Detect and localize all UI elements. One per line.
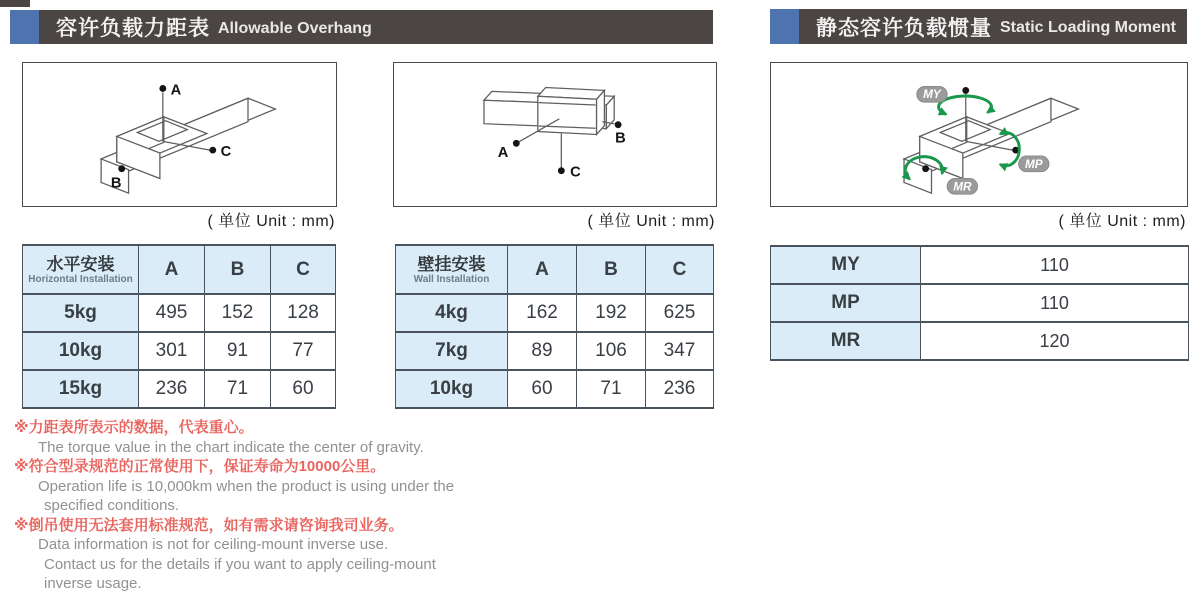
column-header: A — [508, 245, 577, 294]
section-title-en: Static Loading Moment — [1000, 19, 1176, 36]
point-b-dot — [615, 121, 622, 128]
value-cell: 106 — [577, 332, 646, 370]
mr-axis-dot — [922, 165, 929, 172]
table-row — [771, 322, 1189, 360]
my-badge-label: MY — [923, 88, 941, 102]
my-rotation-arrow — [939, 96, 992, 114]
value-cell: 625 — [646, 294, 714, 332]
load-cell: 4kg — [396, 294, 508, 332]
column-header: B — [205, 245, 271, 294]
point-b-label: B — [615, 130, 626, 147]
horizontal-installation-drawing — [23, 63, 333, 203]
footnote-line: Operation life is 10,000km when the product is using under the — [38, 477, 455, 495]
table-title-cell — [23, 245, 139, 294]
point-c-label: C — [570, 164, 581, 181]
table-title-en: Horizontal Installation — [28, 274, 133, 285]
moment-label-cell: MR — [771, 322, 921, 360]
footnote-line: The torque value in the chart indicate the center of gravity. — [38, 438, 424, 456]
value-cell: 128 — [271, 294, 336, 332]
section-title-zh: 容许负载力距表 — [56, 17, 210, 40]
page-corner-tab — [0, 0, 30, 7]
load-cell: 5kg — [23, 294, 139, 332]
footnote-line: inverse usage. — [44, 575, 142, 592]
diagram-horizontal-installation — [22, 62, 337, 207]
column-header: B — [577, 245, 646, 294]
load-cell: 10kg — [23, 332, 139, 370]
column-header: A — [139, 245, 205, 294]
value-cell: 60 — [271, 370, 336, 408]
moment-value-cell: 110 — [921, 284, 1189, 322]
footnote-line: ※符合型录规范的正常使用下，保证寿命为10000公里。 — [14, 458, 386, 475]
footnotes — [14, 418, 574, 594]
point-c-dot — [558, 167, 565, 174]
value-cell: 495 — [139, 294, 205, 332]
table-row — [23, 294, 336, 332]
load-cell: 7kg — [396, 332, 508, 370]
table-title-cell — [396, 245, 508, 294]
wall-installation-table — [395, 244, 714, 409]
wall-installation-drawing — [394, 63, 713, 203]
table-row — [396, 332, 714, 370]
value-cell: 192 — [577, 294, 646, 332]
point-a-dot — [513, 140, 520, 147]
load-cell: 10kg — [396, 370, 508, 408]
table-row — [396, 370, 714, 408]
carriage-end-face — [597, 90, 605, 134]
diagram-wall-installation — [393, 62, 717, 207]
table-row — [771, 246, 1189, 284]
section-header-static-loading-moment — [770, 9, 1187, 44]
point-a-dot — [159, 85, 166, 92]
footnote-line: Contact us for the details if you want to apply ceiling-mount — [44, 555, 436, 573]
moment-label-cell: MP — [771, 284, 921, 322]
column-header: C — [271, 245, 336, 294]
moment-label-cell: MY — [771, 246, 921, 284]
table-row — [396, 294, 714, 332]
value-cell: 347 — [646, 332, 714, 370]
value-cell: 60 — [508, 370, 577, 408]
my-axis-dot — [962, 87, 969, 94]
value-cell: 89 — [508, 332, 577, 370]
table-row — [23, 332, 336, 370]
mp-badge-label: MP — [1024, 157, 1043, 171]
header-accent-square — [10, 10, 39, 44]
table-row — [23, 370, 336, 408]
value-cell: 71 — [205, 370, 271, 408]
carriage-front-face — [538, 96, 597, 134]
table-row — [771, 284, 1189, 322]
table-title-en: Wall Installation — [413, 274, 490, 285]
point-c-label: C — [220, 144, 232, 161]
section-title-en: Allowable Overhang — [218, 19, 372, 37]
footnote-line: specified conditions. — [44, 497, 180, 514]
footnote-line: ※力距表所表示的数据，代表重心。 — [14, 419, 254, 436]
value-cell: 71 — [577, 370, 646, 408]
value-cell: 152 — [205, 294, 271, 332]
point-b-label: B — [110, 175, 122, 192]
footnote-line: ※倒吊使用无法套用标准规范，如有需求请咨询我司业务。 — [14, 516, 404, 534]
value-cell: 236 — [646, 370, 714, 408]
section-header-allowable-overhang — [10, 10, 713, 44]
footnote-line: Data information is not for ceiling-mount inverse use. — [38, 536, 389, 553]
table-title-zh: 水平安装 — [46, 255, 115, 274]
load-cell: 15kg — [23, 370, 139, 408]
point-c-dot — [209, 147, 216, 154]
mr-badge-label: MR — [953, 180, 972, 194]
value-cell: 301 — [139, 332, 205, 370]
table-title-zh: 壁挂安装 — [417, 255, 486, 274]
value-cell: 91 — [205, 332, 271, 370]
unit-label: ( 单位 Unit : mm) — [587, 213, 715, 230]
header-accent-square — [770, 9, 799, 44]
moment-value-cell: 110 — [921, 246, 1189, 284]
value-cell: 236 — [139, 370, 205, 408]
diagram-static-loading-moment — [770, 62, 1188, 207]
moment-value-cell: 120 — [921, 322, 1189, 360]
section-title-zh: 静态容许负载惯量 — [816, 16, 992, 40]
unit-label: ( 单位 Unit : mm) — [1058, 213, 1186, 230]
value-cell: 162 — [508, 294, 577, 332]
column-header: C — [646, 245, 714, 294]
point-b-dot — [118, 165, 125, 172]
moment-drawing — [771, 63, 1184, 203]
static-loading-moment-table — [770, 245, 1189, 361]
unit-label: ( 单位 Unit : mm) — [207, 213, 335, 230]
value-cell: 77 — [271, 332, 336, 370]
horizontal-installation-table — [22, 244, 336, 409]
point-a-label: A — [497, 144, 509, 161]
point-a-label: A — [170, 82, 182, 99]
